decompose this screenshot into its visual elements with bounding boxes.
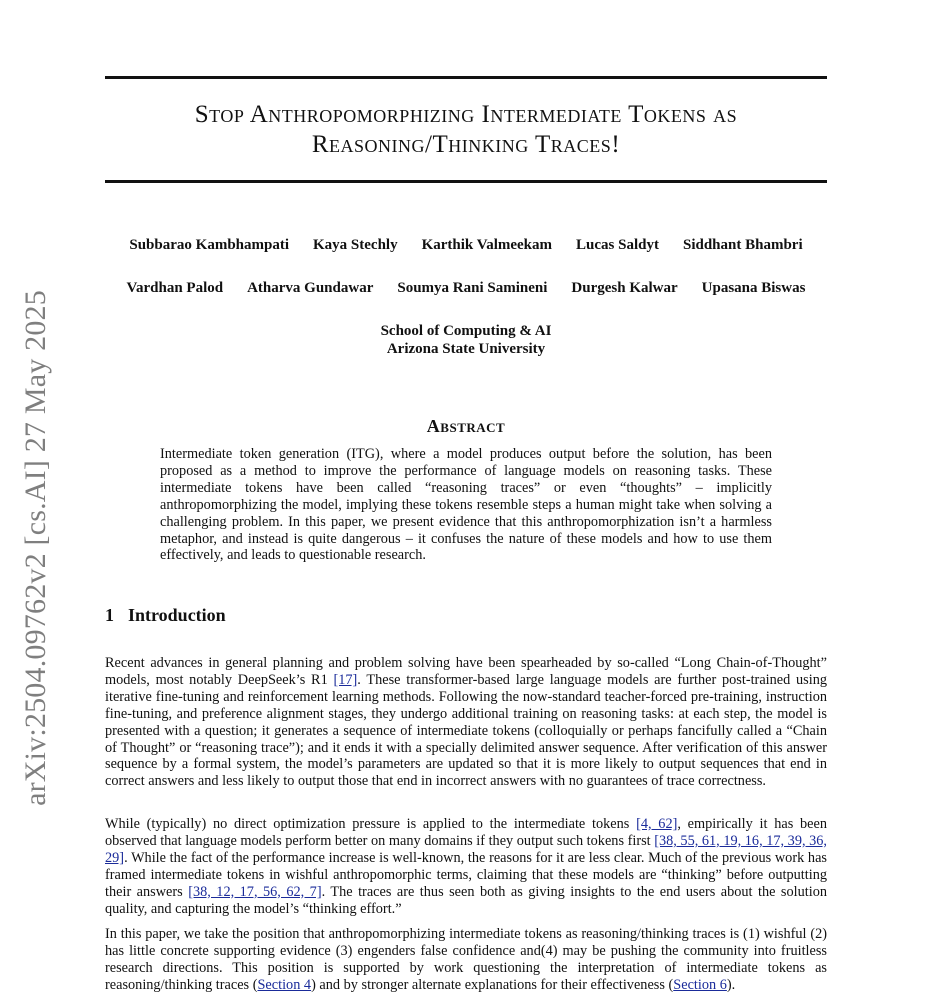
citation-link[interactable]: [4, 62]: [636, 816, 678, 832]
arxiv-identifier-stamp: arXiv:2504.09762v2 [cs.AI] 27 May 2025: [19, 290, 52, 806]
paper-title-line-1: Stop Anthropomorphizing Intermediate Tokens as: [194, 101, 738, 128]
author-name: Subbarao Kambhampati: [129, 237, 289, 253]
intro-paragraph-2: [105, 816, 827, 917]
author-name: Vardhan Palod: [126, 280, 224, 296]
author-name: Lucas Saldyt: [576, 237, 659, 253]
citation-link[interactable]: [38, 55, 61, 19, 16, 17, 39, 36, 29]: [105, 832, 827, 866]
paper-title-line-2: Reasoning/Thinking Traces!: [311, 131, 621, 158]
paper-title: [105, 100, 827, 160]
section-link[interactable]: Section 4: [257, 976, 312, 993]
author-name: Soumya Rani Samineni: [397, 280, 548, 296]
paragraph-text: , empirically it has been observed that language models perform better on many domains if they output such tokens first: [105, 816, 827, 849]
affiliation-university: Arizona State University: [386, 341, 546, 357]
paragraph-text: . While the fact of the performance increase is well-known, the reasons for it are less clear. Much of the previous work has framed intermediate tokens in wishful anthropomorphic terms, claiming that these models are “thinking” before outputting their answers: [105, 849, 827, 900]
paragraph-text: ) and by stronger alternate explanations for their effectiveness (: [311, 976, 674, 993]
section-link[interactable]: Section 6: [673, 976, 727, 993]
author-name: Upasana Biswas: [701, 280, 806, 296]
citation-link[interactable]: [38, 12, 17, 56, 62, 7]: [188, 883, 322, 900]
paragraph-text: . The traces are thus seen both as giving insights to the end users about the solution quality, and capturing the model’s “thinking effort.”: [105, 883, 827, 917]
section-number: 1: [105, 605, 114, 625]
author-name: Atharva Gundawar: [247, 280, 374, 296]
intro-paragraph-1: [105, 655, 827, 790]
paragraph-text: . These transformer-based large language models are further post-trained using iterative fine-tuning and reinforcement learning methods. Following the now-standard teacher-forced pre-training, instruction fine-tuning, and preference alignment stages, they undergo additional training on reasoning tasks: at each step, the model is presented with a question; it generates a sequence of intermediate tokens (colloquially or perhaps fancifully called a “Chain of Thought” or “reasoning trace”); and it ends it with a specially delimited answer sequence. After verification of this answer sequence by a formal system, the model’s parameters are updated so that it is more likely to output sequences that end in correct answers and less likely to output those that end in incorrect answers with no guarantees of trace correctness.: [105, 671, 828, 790]
affiliation: [105, 322, 827, 358]
title-bottom-rule: [105, 180, 827, 183]
author-name: Kaya Stechly: [313, 237, 398, 253]
paragraph-text: In this paper, we take the position that anthropomorphizing intermediate tokens as reasoning/thinking traces is (1) wishful (2) has little concrete supporting evidence (3) engenders false confidence and(4) may be pushing the community into fruitless research directions. This position is supported by work questioning the interpretation of intermediate tokens as reasoning/thinking traces (: [105, 926, 827, 993]
section-heading-introduction: [105, 605, 226, 626]
author-name: Karthik Valmeekam: [421, 237, 553, 253]
paragraph-text: Recent advances in general planning and problem solving have been spearheaded by so-called “Long Chain-of-Thought” models, most notably DeepSeek’s R1: [105, 655, 827, 688]
author-name: Durgesh Kalwar: [571, 280, 678, 296]
paragraph-text: While (typically) no direct optimization pressure is applied to the intermediate tokens: [105, 816, 637, 832]
paragraph-text: ).: [726, 976, 736, 993]
title-top-rule: [105, 76, 827, 79]
author-row-2: [105, 279, 827, 297]
abstract-heading: Abstract: [426, 416, 506, 436]
section-title: Introduction: [128, 605, 226, 625]
author-name: Siddhant Bhambri: [682, 237, 803, 253]
abstract-body: Intermediate token generation (ITG), where a model produces output before the solution, has been proposed as a method to improve the performance of language models on reasoning tasks. These intermediate tokens have been called “reasoning traces” or even “thoughts” – implicitly anthropomorphizing the model, implying these tokens resemble steps a human might take when solving a challenging problem. In this paper, we present evidence that this anthropomorphization isn’t a harmless metaphor, and instead is quite dangerous – it confuses the nature of these models and how to use them effectively, and leads to questionable research.: [160, 446, 772, 564]
author-row-1: [105, 236, 827, 254]
affiliation-school: School of Computing & AI: [380, 323, 552, 339]
intro-paragraph-3: [105, 926, 827, 994]
citation-link[interactable]: [17]: [333, 671, 358, 688]
